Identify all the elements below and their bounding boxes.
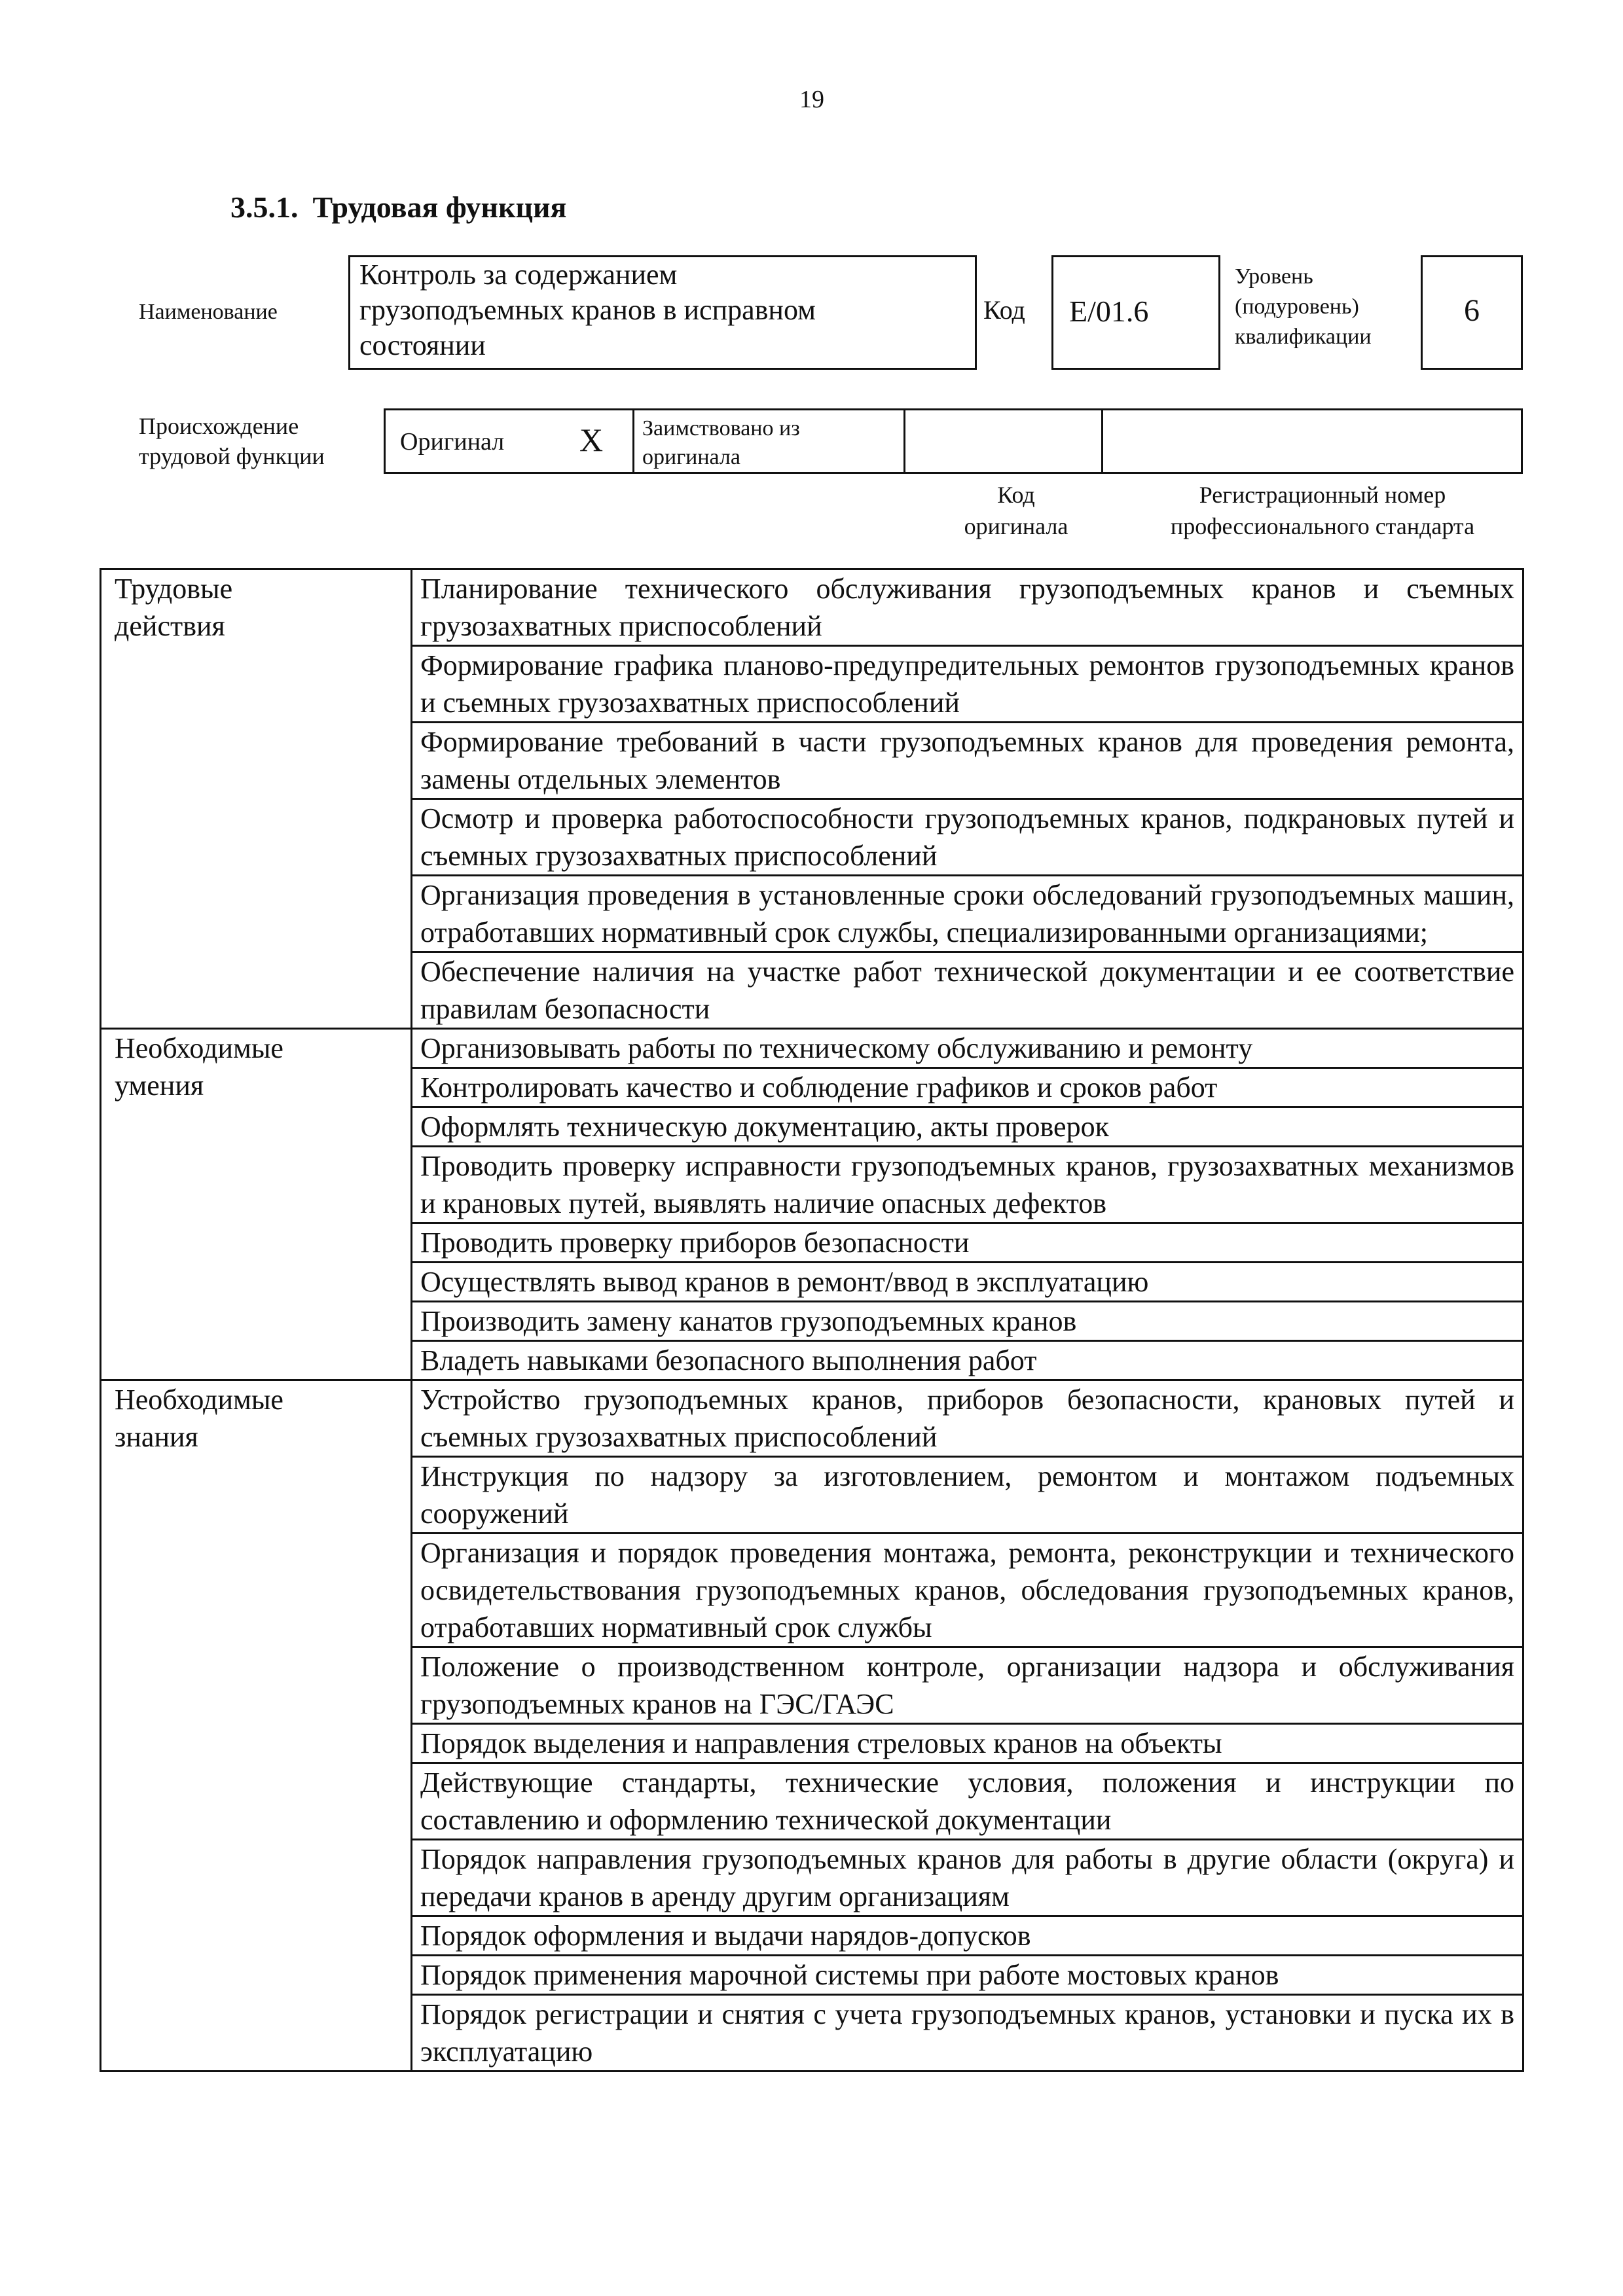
borrowed-label-line: оригинала [642,445,740,469]
reg-number-label-line: Регистрационный номер [1199,482,1446,508]
level-label-line: квалификации [1235,325,1372,349]
item-cell: Осуществлять вывод кранов в ремонт/ввод в эксплуатацию [412,1263,1523,1302]
origin-label [139,411,325,471]
reg-number-label-line: профессионального стандарта [1170,513,1475,539]
item-cell: Порядок направления грузоподъемных кранов для работы в другие области (округа) и передачи кранов в аренду другим организациям [412,1840,1523,1916]
item-cell: Осмотр и проверка работоспособности грузоподъемных кранов, подкрановых путей и съемных грузозахватных приспособлений [412,799,1523,876]
section-title [230,190,566,224]
function-table [100,568,1524,2072]
item-cell: Порядок применения марочной системы при работе мостовых кранов [412,1956,1523,1995]
item-cell: Устройство грузоподъемных кранов, приборов безопасности, крановых путей и съемных грузозахватных приспособлений [412,1380,1523,1457]
origin-row [384,408,1523,474]
category-cell [101,1029,412,1380]
item-cell: Проводить проверку исправности грузоподъемных кранов, грузозахватных механизмов и крановых путей, выявлять наличие опасных дефектов [412,1147,1523,1223]
table-row [101,1029,1523,1068]
level-value: 6 [1421,255,1523,370]
item-cell: Производить замену канатов грузоподъемных кранов [412,1302,1523,1341]
code-value: E/01.6 [1051,255,1220,370]
code-original-label [938,479,1095,542]
code-original-label-line: Код [997,482,1035,508]
page-number: 19 [799,86,824,113]
item-cell: Организация проведения в установленные сроки обследований грузоподъемных машин, отработавших нормативный срок службы, специализированными организациями; [412,876,1523,952]
function-name-line: состоянии [359,329,486,361]
item-cell: Организовывать работы по техническому обслуживанию и ремонту [412,1029,1523,1068]
section-number: 3.5.1. [230,190,299,224]
item-cell: Формирование графика планово-предупредительных ремонтов грузоподъемных кранов и съемных грузозахватных приспособлений [412,646,1523,723]
reg-number-cell [1103,410,1522,472]
table-row [101,1380,1523,1457]
category-label-line: знания [115,1421,198,1453]
item-cell: Оформлять техническую документацию, акты проверок [412,1107,1523,1147]
original-label: Оригинал [400,428,505,456]
category-cell [101,569,412,1029]
code-label: Код [983,295,1025,325]
category-cell [101,1380,412,2072]
category-label-line: Трудовые [115,573,233,605]
table-row [101,569,1523,646]
level-label-line: (подуровень) [1235,295,1359,319]
item-cell: Планирование технического обслуживания грузоподъемных кранов и съемных грузозахватных приспособлений [412,569,1523,646]
code-original-label-line: оригинала [964,513,1068,539]
level-label [1235,262,1372,352]
origin-label-line: трудовой функции [139,443,325,469]
reg-number-label [1139,479,1506,542]
origin-label-line: Происхождение [139,413,299,439]
item-cell: Действующие стандарты, технические условия, положения и инструкции по составлению и оформлению технической документации [412,1763,1523,1840]
item-cell: Порядок регистрации и снятия с учета грузоподъемных кранов, установки и пуска их в эксплуатацию [412,1995,1523,2072]
item-cell: Порядок выделения и направления стреловых кранов на объекты [412,1724,1523,1763]
category-label-line: умения [115,1069,204,1102]
item-cell: Обеспечение наличия на участке работ технической документации и ее соответствие правилам безопасности [412,952,1523,1029]
section-title-text: Трудовая функция [312,190,567,224]
function-name-line: Контроль за содержанием [359,259,678,291]
item-cell: Положение о производственном контроле, организации надзора и обслуживания грузоподъемных кранов на ГЭС/ГАЭС [412,1647,1523,1724]
item-cell: Владеть навыками безопасного выполнения работ [412,1341,1523,1380]
category-label-line: Необходимые [115,1384,283,1416]
original-cell [386,410,634,472]
borrowed-cell [634,410,905,472]
code-original-cell [905,410,1103,472]
category-label-line: действия [115,610,225,642]
item-cell: Проводить проверку приборов безопасности [412,1223,1523,1263]
function-name-box [348,255,977,370]
item-cell: Порядок оформления и выдачи нарядов-допусков [412,1916,1523,1956]
function-name-line: грузоподъемных кранов в исправном [359,294,816,326]
borrowed-label-line: Заимствовано из [642,416,800,440]
original-mark: X [579,422,604,458]
borrowed-label [642,414,800,472]
item-cell: Организация и порядок проведения монтажа, ремонта, реконструкции и технического освидетельствования грузоподъемных кранов, обследования грузоподъемных кранов, отработавших нормативный срок службы [412,1534,1523,1647]
item-cell: Инструкция по надзору за изготовлением, ремонтом и монтажом подъемных сооружений [412,1457,1523,1534]
name-label: Наименование [139,300,278,324]
level-label-line: Уровень [1235,264,1313,289]
item-cell: Формирование требований в части грузоподъемных кранов для проведения ремонта, замены отдельных элементов [412,723,1523,799]
item-cell: Контролировать качество и соблюдение графиков и сроков работ [412,1068,1523,1107]
category-label-line: Необходимые [115,1032,283,1064]
